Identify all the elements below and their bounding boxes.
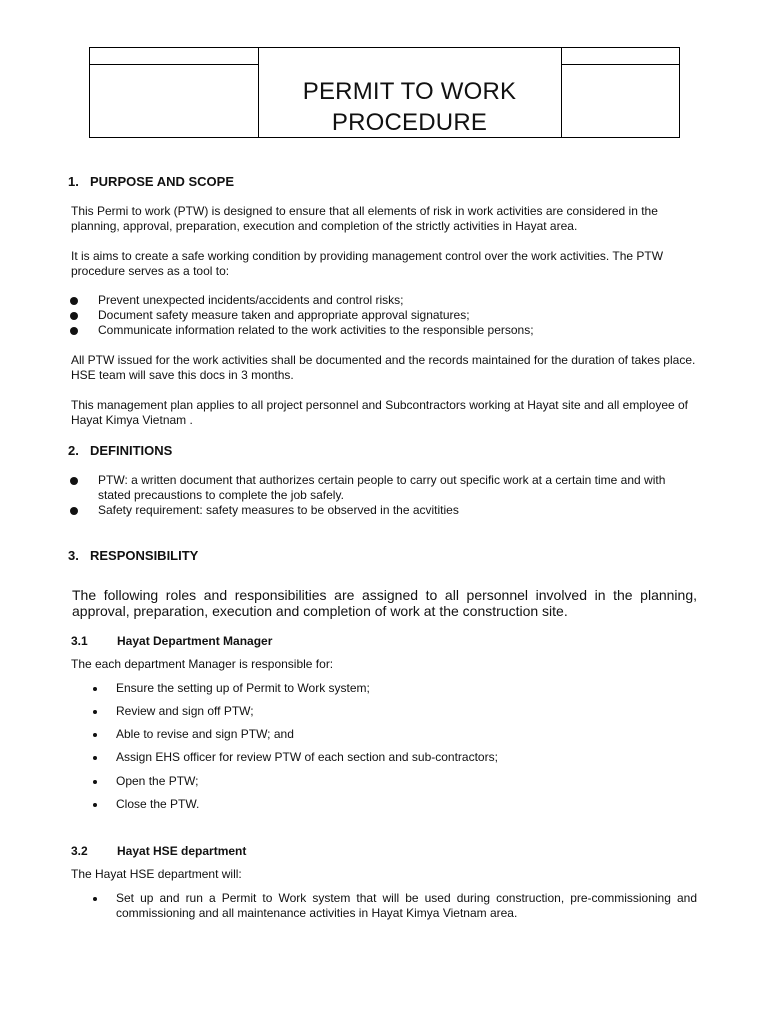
list-item-text: PTW: a written document that authorizes certain people to carry out specific work at a certain time and with stated precaustions to complete the job safely. xyxy=(98,473,666,502)
paragraph: All PTW issued for the work activities shall be documented and the records maintained for the duration of takes place. HSE team will save this docs in 3 months. xyxy=(71,353,696,382)
list-item-text: Communicate information related to the work activities to the responsible persons; xyxy=(98,323,534,337)
paragraph: This Permi to work (PTW) is designed to ensure that all elements of risk in work activities are considered in the planning, approval, preparation, execution and completion of the strictly activities in Hayat area. xyxy=(71,204,658,233)
bullet-icon xyxy=(70,507,78,515)
list-item-text: Ensure the setting up of Permit to Work system; xyxy=(116,681,370,695)
bullet-icon xyxy=(93,733,97,737)
paragraph: It is aims to create a safe working condition by providing management control over the work activities. The PTW procedure serves as a tool to: xyxy=(71,249,664,278)
subsection-title: Hayat Department Manager xyxy=(117,634,273,648)
section-heading-definitions xyxy=(68,443,172,459)
list-item-text: Close the PTW. xyxy=(116,797,200,811)
list-item-text: Able to revise and sign PTW; and xyxy=(116,727,294,741)
bullet-icon xyxy=(70,477,78,485)
bullet-icon xyxy=(70,312,78,320)
list-item-text: Document safety measure taken and appropriate approval signatures; xyxy=(98,308,470,322)
section-title: PURPOSE AND SCOPE xyxy=(90,174,234,189)
header-cell-line-left xyxy=(90,64,258,65)
subsection-title: Hayat HSE department xyxy=(117,844,247,858)
paragraph: The following roles and responsibilities are assigned to all personnel involved in the planning, approval, preparation, execution and completion of work at the construction site. xyxy=(72,587,697,619)
list-item-text: Assign EHS officer for review PTW of each section and sub-contractors; xyxy=(116,750,498,764)
list-item-text: Review and sign off PTW; xyxy=(116,704,254,718)
bullet-icon xyxy=(70,327,78,335)
list-item-text: Prevent unexpected incidents/accidents and control risks; xyxy=(98,293,404,307)
bullet-icon xyxy=(70,297,78,305)
section-number: 2. xyxy=(68,443,79,458)
header-table xyxy=(89,47,680,138)
section-number: 1. xyxy=(68,174,79,189)
section-number: 3. xyxy=(68,548,79,563)
paragraph: This management plan applies to all project personnel and Subcontractors working at Hayat site and all employee of Hayat Kimya Vietnam . xyxy=(71,398,689,427)
list-item-text: Set up and run a Permit to Work system that will be used during construction, pre-commissioning and commissioning and all maintenance activities in Hayat Kimya Vietnam area. xyxy=(116,891,697,920)
bullet-icon xyxy=(93,710,97,714)
bullet-icon xyxy=(93,687,97,691)
section-heading-responsibility xyxy=(68,548,198,564)
bullet-icon xyxy=(93,780,97,784)
list-item-text: Safety requirement: safety measures to be observed in the acvitities xyxy=(98,503,459,517)
subsection-number: 3.1 xyxy=(71,634,88,648)
section-title: RESPONSIBILITY xyxy=(90,548,199,563)
title-line-1: PERMIT TO WORK xyxy=(302,78,517,105)
header-divider-right xyxy=(561,48,562,137)
header-cell-line-right xyxy=(561,64,680,65)
document-title xyxy=(258,76,561,138)
bullet-icon xyxy=(93,803,97,807)
section-heading-purpose xyxy=(68,174,234,190)
bullet-icon xyxy=(93,756,97,760)
subsection-heading-department-manager xyxy=(71,634,272,649)
paragraph: The each department Manager is responsible for: xyxy=(71,657,334,671)
list-item-text: Open the PTW; xyxy=(116,774,199,788)
title-line-2: PROCEDURE xyxy=(331,109,488,136)
subsection-heading-hse-department xyxy=(71,844,246,859)
subsection-number: 3.2 xyxy=(71,844,88,858)
paragraph: The Hayat HSE department will: xyxy=(71,867,242,881)
section-title: DEFINITIONS xyxy=(90,443,173,458)
bullet-icon xyxy=(93,897,97,901)
